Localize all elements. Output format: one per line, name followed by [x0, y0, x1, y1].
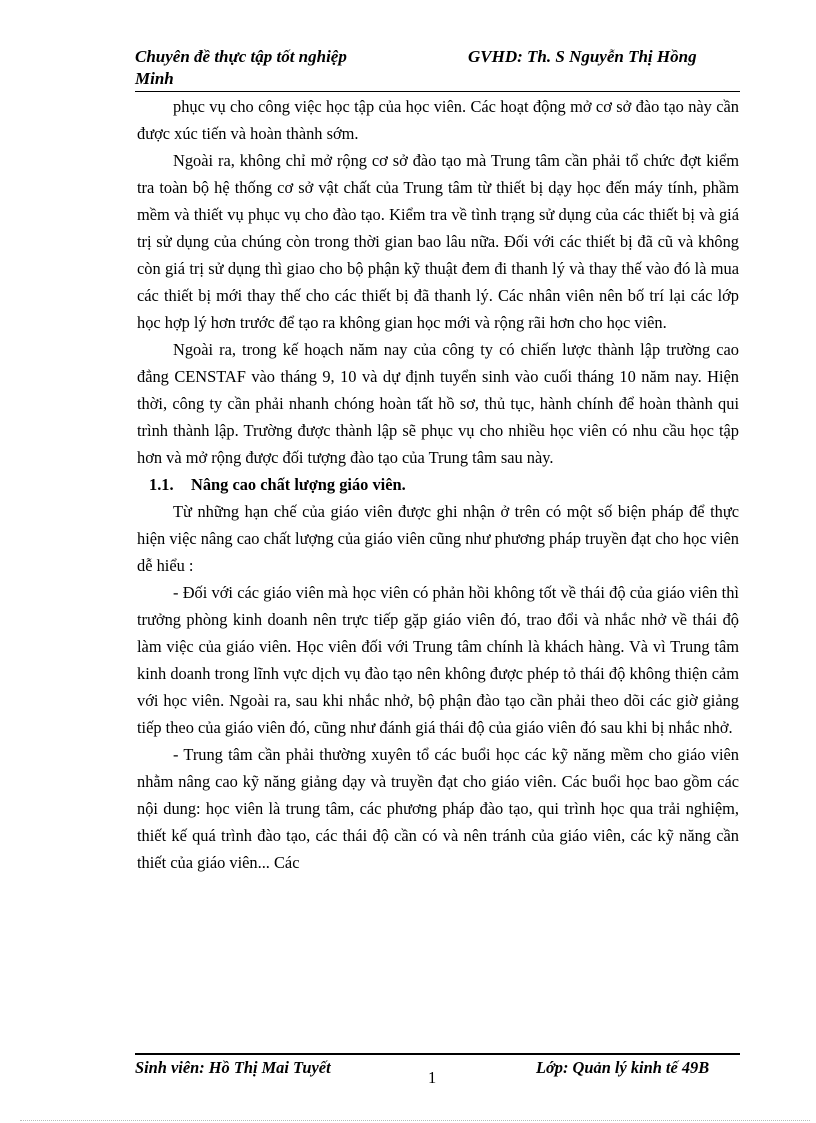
paragraph-5: - Đối với các giáo viên mà học viên có phản hồi không tốt về thái độ của giáo viên thì trưởng phòng kinh doanh nên trực tiếp gặp giáo viên đó, trao đổi và nhắc nhở về thái độ làm việc của giáo viên. Học viên đối với Trung tâm chính là khách hàng. Và vì Trung tâm kinh doanh trong lĩnh vực dịch vụ đào tạo nên không được phép tỏ thái độ không thiện cảm với học viên. Ngoài ra, sau khi nhắc nhở, bộ phận đào tạo cần phải theo dõi các giờ giảng tiếp theo của giáo viên đó, cũng như đánh giá thái độ của giáo viên đó sau khi bị nhắc nhở. [137, 583, 739, 737]
footer-student: Sinh viên: Hồ Thị Mai Tuyết [135, 1058, 331, 1077]
section-title: Nâng cao chất lượng giáo viên. [191, 475, 406, 494]
paragraph-1: phục vụ cho công việc học tập của học viên. Các hoạt động mở cơ sở đào tạo này cần được xúc tiến và hoàn thành sớm. [137, 97, 739, 143]
header-left-title-continued: Minh [135, 69, 174, 88]
footer-divider [135, 1053, 740, 1055]
paragraph-4: Từ những hạn chế của giáo viên được ghi nhận ở trên có một số biện pháp để thực hiện việc nâng cao chất lượng của giáo viên cũng như phương pháp truyền đạt cho học viên dễ hiểu : [137, 502, 739, 575]
header-divider [135, 91, 740, 92]
section-heading [137, 471, 739, 498]
paragraph-6: - Trung tâm cần phải thường xuyên tổ các buổi học các kỹ năng mềm cho giáo viên nhằm nâng cao kỹ năng giảng dạy và truyền đạt cho giáo viên. Các buổi học bao gồm các nội dung: học viên là trung tâm, các phương pháp đào tạo, qui trình học qua trải nghiệm, thiết kế quá trình đào tạo, các thái độ cần có và nên tránh của giáo viên, các kỹ năng cần thiết của giáo viên... Các [137, 745, 739, 872]
header-left-block [135, 46, 435, 90]
document-body [137, 93, 739, 876]
page-edge-divider [20, 1120, 810, 1121]
section-number: 1.1. [149, 475, 174, 494]
header-right-title: GVHD: Th. S Nguyễn Thị Hồng [468, 47, 697, 66]
paragraph-3: Ngoài ra, trong kế hoạch năm nay của công ty có chiến lược thành lập trường cao đẳng CENSTAF vào tháng 9, 10 và dự định tuyển sinh vào cuối tháng 10 năm nay. Hiện thời, công ty cần phải nhanh chóng hoàn tất hồ sơ, thủ tục, hành chính để hoàn thành qui trình thành lập. Trường được thành lập sẽ phục vụ cho nhiều học viên có nhu cầu học tập hơn và mở rộng được đối tượng đào tạo của Trung tâm sau này. [137, 340, 739, 467]
page-number: 1 [428, 1068, 437, 1087]
header-left-title: Chuyên đề thực tập tốt nghiệp [135, 47, 347, 66]
page-header [135, 46, 740, 96]
footer-class: Lớp: Quản lý kinh tế 49B [536, 1058, 710, 1077]
paragraph-2: Ngoài ra, không chỉ mở rộng cơ sở đào tạo mà Trung tâm cần phải tổ chức đợt kiểm tra toàn bộ hệ thống cơ sở vật chất của Trung tâm từ thiết bị dạy học đến máy tính, phầm mềm và thiết vụ phục vụ cho đào tạo. Kiểm tra về tình trạng sử dụng của các thiết bị và giá trị sử dụng của chúng còn trong thời gian bao lâu nữa. Đối với các thiết bị đã cũ và không còn giá trị sử dụng thì giao cho bộ phận kỹ thuật đem đi thanh lý và thay thế vào đó là mua các thiết bị mới thay thế cho các thiết bị đã thanh lý. Các nhân viên nên bố trí lại các lớp học hợp lý hơn trước để tạo ra không gian học mới và rộng rãi hơn cho học viên. [137, 151, 739, 332]
